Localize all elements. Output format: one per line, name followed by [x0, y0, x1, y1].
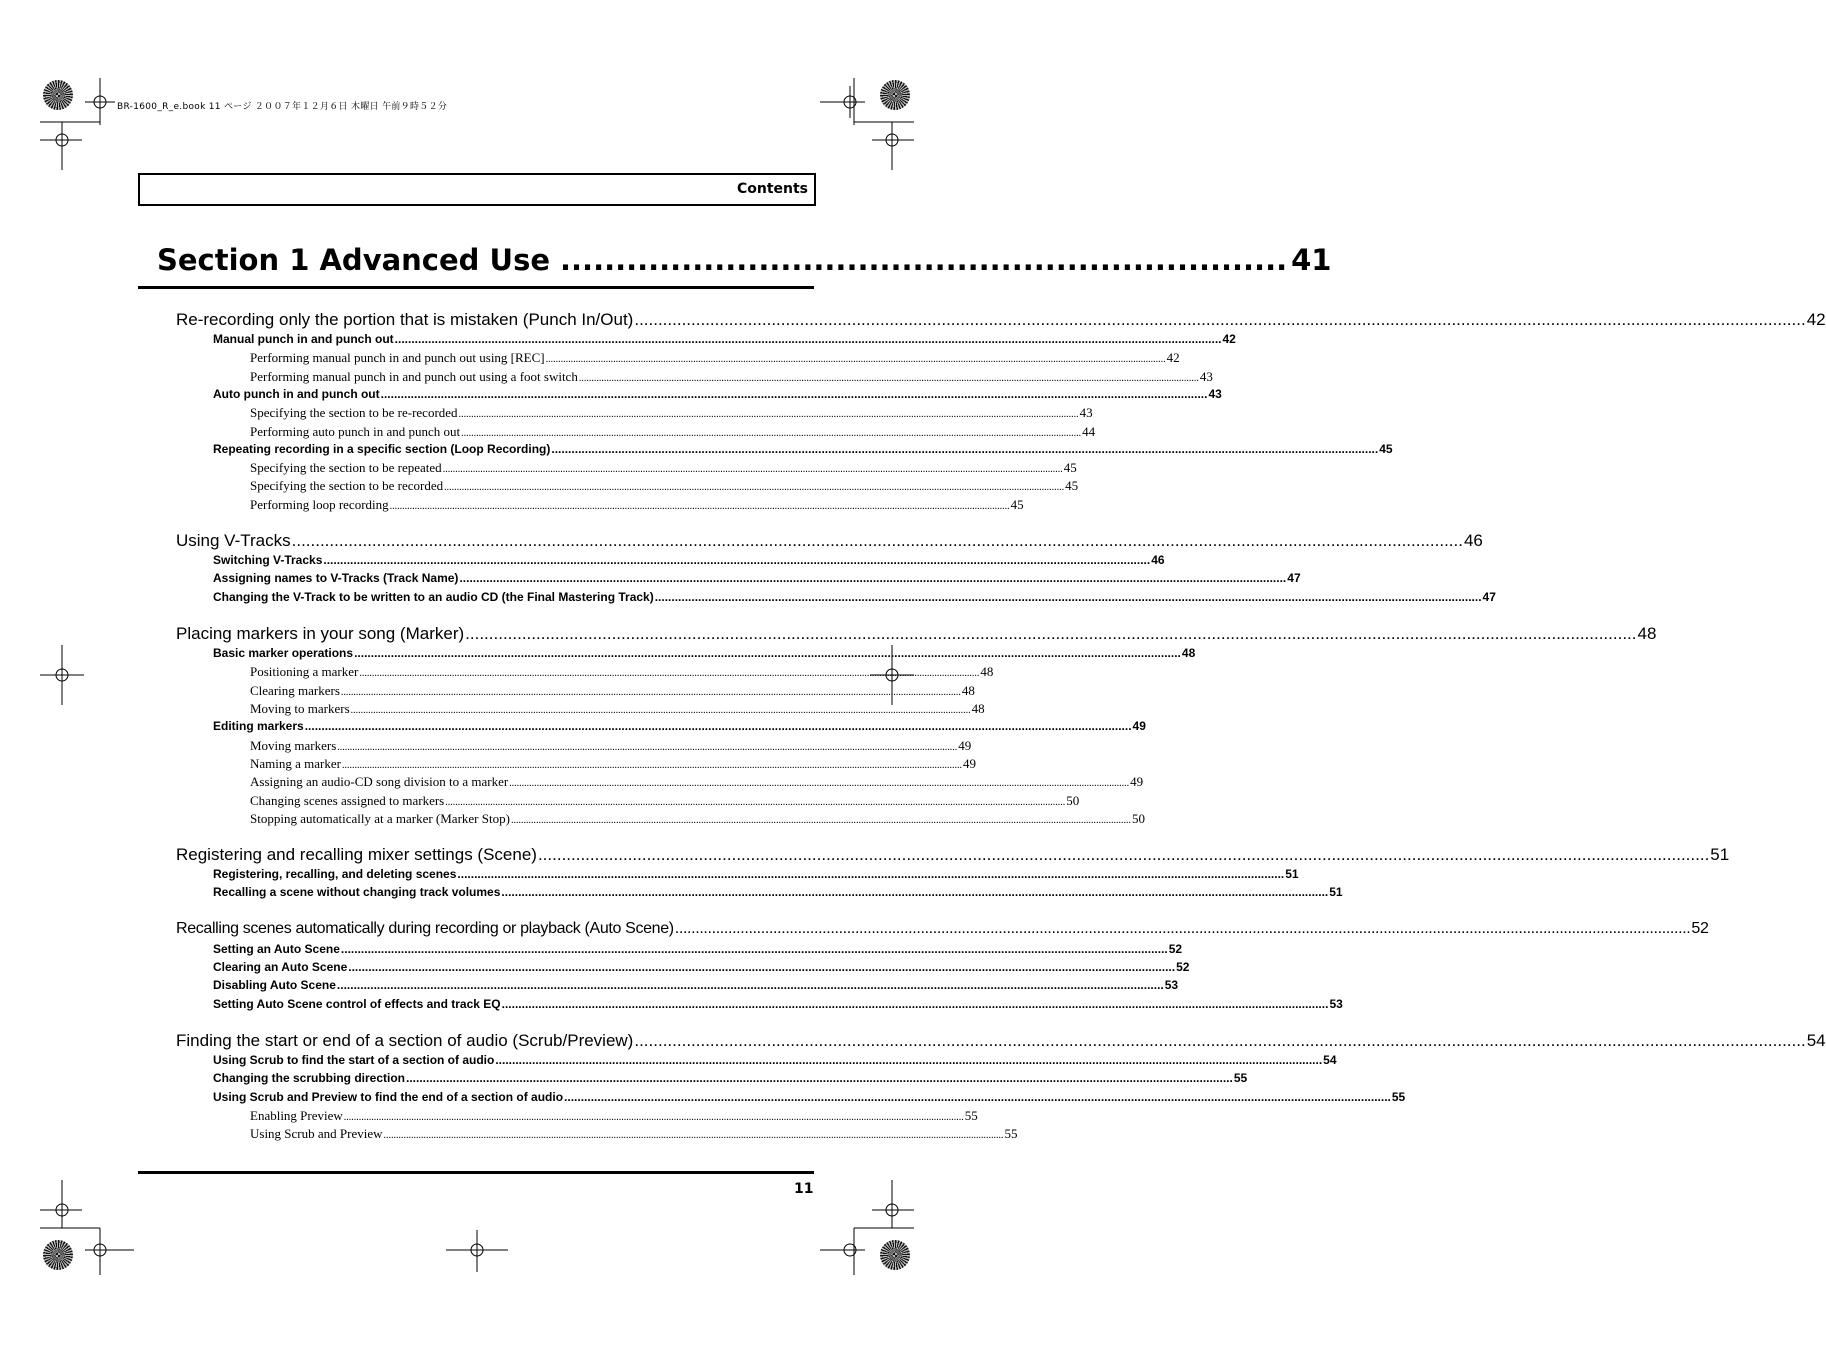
- dot-leader: [655, 590, 1482, 604]
- toc-entry-title: Using V-Tracks: [176, 531, 291, 550]
- toc-entry-level-2[interactable]: [213, 867, 1299, 881]
- toc-entry-page: 43: [1208, 387, 1222, 401]
- toc-entry-title: Clearing an Auto Scene: [213, 960, 348, 974]
- section-rule: [138, 286, 814, 289]
- toc-entry-level-3[interactable]: [250, 478, 1079, 494]
- dot-leader: [354, 646, 1181, 660]
- toc-entry-title: Auto punch in and punch out: [213, 387, 380, 401]
- toc-entry-level-3[interactable]: [250, 683, 975, 699]
- toc-entry-page: 45: [1063, 460, 1077, 475]
- toc-entry-level-3[interactable]: [250, 497, 1024, 513]
- dot-leader: [337, 738, 957, 754]
- toc-entry-title: Enabling Preview: [250, 1108, 343, 1123]
- dot-leader: [342, 756, 962, 772]
- toc-entry-title: Registering, recalling, and deleting scenes: [213, 867, 457, 881]
- dot-leader: [509, 774, 1129, 790]
- toc-entry-level-3[interactable]: [250, 369, 1213, 385]
- toc-entry-level-2[interactable]: [213, 387, 1222, 401]
- toc-entry-page: 45: [1010, 497, 1024, 512]
- toc-entry-page: 42: [1806, 310, 1826, 329]
- toc-entry-title: Editing markers: [213, 719, 304, 733]
- toc-entry-title: Stopping automatically at a marker (Marker Stop): [250, 811, 510, 826]
- dot-leader: [551, 442, 1378, 456]
- toc-entry-level-2[interactable]: [213, 1090, 1406, 1104]
- dot-leader: [395, 332, 1222, 346]
- toc-entry-page: 45: [1065, 478, 1079, 493]
- dot-leader: [459, 571, 1286, 585]
- dot-leader: [305, 719, 1132, 733]
- toc-entry-page: 46: [1151, 553, 1165, 567]
- toc-entry-level-3[interactable]: [250, 756, 976, 772]
- dot-leader: [384, 1126, 1004, 1142]
- toc-entry-level-3[interactable]: [250, 701, 985, 717]
- running-header: [138, 173, 816, 206]
- toc-entry-title: Performing loop recording: [250, 497, 389, 512]
- toc-entry-title: Naming a marker: [250, 756, 341, 771]
- toc-entry-page: 51: [1329, 885, 1343, 899]
- toc-entry-title: Performing manual punch in and punch out using [REC]: [250, 350, 545, 365]
- toc-entry-title: Using Scrub to find the start of a section of audio: [213, 1053, 495, 1067]
- toc-entry-title: Positioning a marker: [250, 664, 359, 679]
- toc-entry-title: Recalling scenes automatically during recording or playback (Auto Scene): [176, 920, 674, 937]
- toc-entry-title: Setting Auto Scene control of effects and track EQ: [213, 997, 501, 1011]
- toc-entry-level-3[interactable]: [250, 1126, 1018, 1142]
- dot-leader: [344, 1108, 964, 1124]
- toc-entry-title: Finding the start or end of a section of audio (Scrub/Preview): [176, 1031, 634, 1050]
- toc-entry-level-2[interactable]: [213, 997, 1343, 1011]
- toc-entry-title: Assigning an audio-CD song division to a marker: [250, 774, 509, 789]
- toc-entry-level-2[interactable]: [213, 590, 1496, 604]
- dot-leader: [445, 793, 1065, 809]
- page-number: 11: [794, 1181, 814, 1197]
- toc-entry-page: 55: [964, 1108, 978, 1123]
- toc-entry-title: Switching V-Tracks: [213, 553, 323, 567]
- toc-entry-title: Disabling Auto Scene: [213, 978, 336, 992]
- toc-entry-level-1[interactable]: [176, 845, 1730, 865]
- toc-entry-title: Using Scrub and Preview: [250, 1126, 383, 1141]
- toc-entry-page: 45: [1379, 442, 1393, 456]
- dot-leader: [292, 531, 1463, 551]
- toc-entry-level-3[interactable]: [250, 738, 972, 754]
- dot-leader: [461, 424, 1081, 440]
- section-heading: [157, 243, 1332, 277]
- toc-entry-title: Re-recording only the portion that is mistaken (Punch In/Out): [176, 310, 634, 329]
- dot-leader: [502, 997, 1329, 1011]
- toc-entry-page: 49: [958, 738, 972, 753]
- toc-entry-level-3[interactable]: [250, 350, 1180, 366]
- dot-leader: [443, 460, 1063, 476]
- dot-leader: [341, 683, 961, 699]
- toc-entry-level-3[interactable]: [250, 424, 1096, 440]
- toc-entry-level-1[interactable]: [176, 310, 1826, 330]
- toc-entry-level-3[interactable]: [250, 460, 1077, 476]
- toc-entry-title: Changing scenes assigned to markers: [250, 793, 445, 808]
- toc-entry-page: 48: [961, 683, 975, 698]
- toc-entry-level-2[interactable]: [213, 553, 1165, 567]
- section-heading-leader: ..................................................................: [560, 243, 1288, 277]
- dot-leader: [457, 867, 1284, 881]
- dot-leader: [634, 1031, 1805, 1051]
- toc-entry-level-3[interactable]: [250, 664, 994, 680]
- toc-entry-page: 51: [1710, 845, 1730, 864]
- toc-entry-level-2[interactable]: [213, 646, 1196, 660]
- toc-entry-page: 55: [1004, 1126, 1018, 1141]
- toc-entry-page: 50: [1066, 793, 1080, 808]
- dot-leader: [634, 310, 1805, 330]
- toc-entry-title: Moving markers: [250, 738, 337, 753]
- toc-entry-page: 49: [962, 756, 976, 771]
- dot-leader: [546, 350, 1166, 366]
- toc-entry-page: 52: [1176, 960, 1190, 974]
- dot-leader: [579, 369, 1199, 385]
- toc-entry-page: 44: [1082, 424, 1096, 439]
- toc-entry-title: Changing the V-Track to be written to an audio CD (the Final Mastering Track): [213, 590, 654, 604]
- dot-leader: [495, 1053, 1322, 1067]
- section-heading-page: 41: [1291, 243, 1332, 277]
- toc-entry-page: 52: [1168, 942, 1183, 956]
- dot-leader: [501, 885, 1328, 899]
- toc-entry-page: 43: [1199, 369, 1213, 384]
- toc-entry-page: 48: [1637, 624, 1657, 643]
- toc-entry-level-3[interactable]: [250, 793, 1080, 809]
- toc-entry-page: 43: [1079, 405, 1093, 420]
- toc-entry-title: Specifying the section to be repeated: [250, 460, 442, 475]
- dot-leader: [337, 978, 1164, 992]
- toc-entry-level-1[interactable]: [176, 1031, 1826, 1051]
- footer-rule: [138, 1171, 814, 1174]
- toc-entry-page: 54: [1323, 1053, 1337, 1067]
- dot-leader: [351, 701, 971, 717]
- toc-entry-title: Clearing markers: [250, 683, 340, 698]
- toc-entry-page: 42: [1166, 350, 1180, 365]
- print-slug: BR-1600_R_e.book 11 ページ ２００７年１２月６日 木曜日 午前９時５２分: [117, 102, 448, 112]
- toc-entry-level-1[interactable]: [176, 531, 1483, 551]
- toc-entry-level-1[interactable]: [176, 920, 1709, 938]
- dot-leader: [444, 478, 1064, 494]
- toc-entry-level-2[interactable]: [213, 885, 1343, 899]
- toc-entry-level-1[interactable]: [176, 624, 1657, 644]
- toc-entry-title: Recalling a scene without changing track volumes: [213, 885, 501, 899]
- toc-entry-title: Changing the scrubbing direction: [213, 1071, 405, 1085]
- toc-entry-level-2[interactable]: [213, 442, 1393, 456]
- toc-entry-title: Assigning names to V-Tracks (Track Name): [213, 571, 459, 585]
- toc-entry-level-2[interactable]: [213, 1071, 1248, 1085]
- toc-entry-level-2[interactable]: [213, 942, 1183, 956]
- toc-entry-level-3[interactable]: [250, 405, 1093, 421]
- dot-leader: [675, 920, 1691, 938]
- dot-leader: [465, 624, 1636, 644]
- toc-entry-title: Performing manual punch in and punch out using a foot switch: [250, 369, 578, 384]
- toc-entry-title: Using Scrub and Preview to find the end of a section of audio: [213, 1090, 564, 1104]
- toc-entry-page: 49: [1132, 719, 1146, 733]
- dot-leader: [390, 497, 1010, 513]
- toc-entry-page: 51: [1285, 867, 1299, 881]
- toc-entry-title: Moving to markers: [250, 701, 350, 716]
- toc-entry-title: Repeating recording in a specific section (Loop Recording): [213, 442, 551, 456]
- dot-leader: [406, 1071, 1233, 1085]
- toc-entry-page: 48: [1181, 646, 1196, 660]
- dot-leader: [511, 811, 1131, 827]
- toc-entry-title: Manual punch in and punch out: [213, 332, 394, 346]
- toc-entry-level-2[interactable]: [213, 332, 1236, 346]
- toc-entry-page: 55: [1391, 1090, 1406, 1104]
- toc-entry-page: 52: [1691, 920, 1709, 937]
- toc-entry-level-2[interactable]: [213, 978, 1179, 992]
- toc-entry-title: Basic marker operations: [213, 646, 354, 660]
- dot-leader: [341, 942, 1168, 956]
- toc-entry-level-2[interactable]: [213, 960, 1190, 974]
- dot-leader: [538, 845, 1709, 865]
- toc-entry-page: 46: [1463, 531, 1483, 550]
- dot-leader: [323, 553, 1150, 567]
- header-title: Contents: [736, 181, 808, 197]
- toc-entry-page: 49: [1130, 774, 1144, 789]
- toc-entry-page: 48: [980, 664, 994, 679]
- toc-entry-title: Setting an Auto Scene: [213, 942, 340, 956]
- toc-entry-title: Performing auto punch in and punch out: [250, 424, 461, 439]
- dot-leader: [348, 960, 1175, 974]
- toc-entry-level-2[interactable]: [213, 571, 1301, 585]
- toc-entry-page: 53: [1329, 997, 1343, 1011]
- toc-entry-level-3[interactable]: [250, 811, 1145, 827]
- dot-leader: [359, 664, 979, 680]
- toc-entry-page: 55: [1233, 1071, 1248, 1085]
- dot-leader: [381, 387, 1208, 401]
- toc-entry-title: Specifying the section to be recorded: [250, 478, 444, 493]
- dot-leader: [564, 1090, 1391, 1104]
- toc-entry-title: Specifying the section to be re-recorded: [250, 405, 458, 420]
- toc-entry-page: 47: [1287, 571, 1301, 585]
- dot-leader: [459, 405, 1079, 421]
- toc-entry-page: 47: [1482, 590, 1496, 604]
- toc-entry-page: 53: [1164, 978, 1179, 992]
- toc-entry-level-2[interactable]: [213, 719, 1146, 733]
- toc-entry-page: 42: [1222, 332, 1236, 346]
- toc-entry-page: 54: [1806, 1031, 1826, 1050]
- toc-entry-title: Placing markers in your song (Marker): [176, 624, 465, 643]
- toc-entry-level-3[interactable]: [250, 1108, 978, 1124]
- section-heading-text: Section 1 Advanced Use: [157, 243, 551, 277]
- toc-entry-title: Registering and recalling mixer settings (Scene): [176, 845, 537, 864]
- toc-entry-level-2[interactable]: [213, 1053, 1337, 1067]
- toc-entry-level-3[interactable]: [250, 774, 1144, 790]
- toc-entry-page: 50: [1131, 811, 1145, 826]
- toc-entry-page: 48: [971, 701, 985, 716]
